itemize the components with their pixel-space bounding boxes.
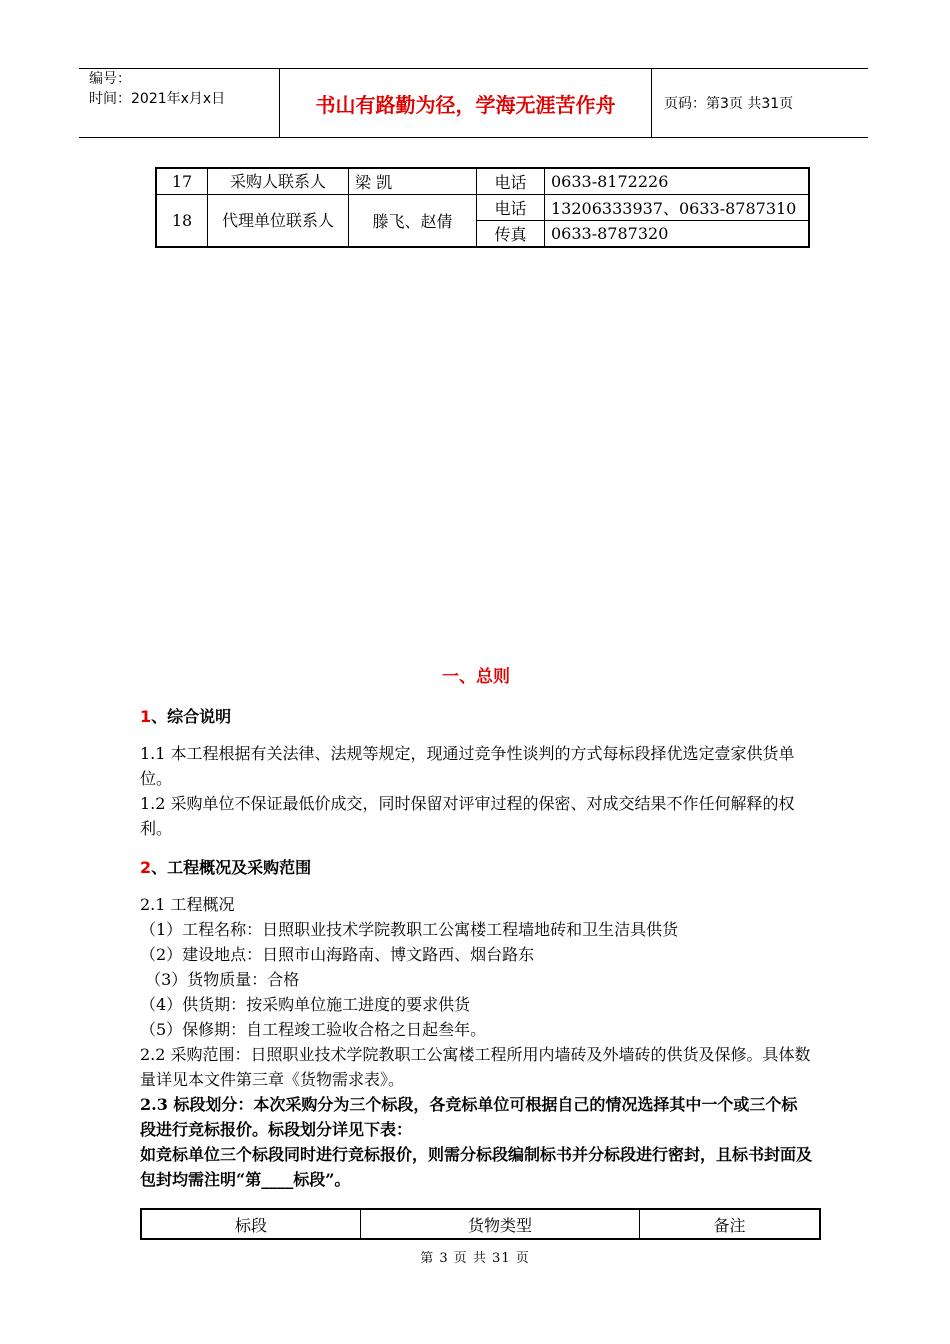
contact-name: 滕飞、赵倩 <box>349 195 477 248</box>
table-header-row <box>141 1209 820 1239</box>
column-header: 货物类型 <box>361 1209 640 1239</box>
page-footer: 第 3 页 共 31 页 <box>420 1251 530 1266</box>
section-title: 、工程概况及采购范围 <box>151 858 312 877</box>
chapter-title: 一、总则 <box>442 667 510 687</box>
document-number-label: 编号： <box>89 71 131 87</box>
table-row <box>156 195 809 221</box>
page-header <box>79 68 868 138</box>
column-header: 备注 <box>640 1209 821 1239</box>
contact-role: 采购人联系人 <box>208 168 349 195</box>
paragraph: （5）保修期：自工程竣工验收合格之日起叁年。 <box>140 1020 487 1039</box>
contact-type: 电话 <box>477 168 545 195</box>
paragraph-bold: 2.3 标段划分：本次采购分为三个标段，各竞标单位可根据自己的情况选择其中一个或三个标段进行竞标报价。标段划分详见下表： <box>140 1095 798 1139</box>
column-header: 标段 <box>141 1209 361 1239</box>
main-content <box>140 665 812 1192</box>
contact-value: 13206333937、0633-8787310 <box>545 195 810 221</box>
section-heading <box>140 855 812 880</box>
paragraph-bold: 如竞标单位三个标段同时进行竞标报价，则需分标段编制标书并分标段进行密封，且标书封面及包封均需注明“第____标段”。 <box>140 1145 813 1189</box>
contact-role: 代理单位联系人 <box>208 195 349 248</box>
section-title: 、综合说明 <box>151 707 232 726</box>
contact-type: 电话 <box>477 195 545 221</box>
paragraph: 1.1 本工程根据有关法律、法规等规定，现通过竞争性谈判的方式每标段择优选定壹家供货单位。 <box>140 744 795 788</box>
paragraph: （2）建设地点：日照市山海路南、博文路西、烟台路东 <box>140 945 535 964</box>
section-number: 1 <box>140 707 152 726</box>
contact-value: 0633-8787320 <box>545 221 810 248</box>
section-number: 2 <box>140 858 152 877</box>
contact-type: 传真 <box>477 221 545 248</box>
paragraph: 2.1 工程概况 <box>140 895 235 914</box>
header-page-info: 页码：第3页 共31页 <box>664 96 794 112</box>
contact-table <box>155 167 810 248</box>
paragraph: 1.2 采购单位不保证最低价成交，同时保留对评审过程的保密、对成交结果不作任何解释的权利。 <box>140 794 795 838</box>
table-row <box>156 168 809 195</box>
paragraph: （3）货物质量：合格 <box>140 970 300 989</box>
document-date: 时间：2021年x月x日 <box>89 91 226 107</box>
row-number: 18 <box>156 195 208 248</box>
contact-value: 0633-8172226 <box>545 168 810 195</box>
contact-name: 梁 凯 <box>349 168 477 195</box>
header-motto: 书山有路勤为径，学海无涯苦作舟 <box>280 69 652 137</box>
row-number: 17 <box>156 168 208 195</box>
paragraph: 2.2 采购范围：日照职业技术学院教职工公寓楼工程所用内墙砖及外墙砖的供货及保修。具体数量详见本文件第三章《货物需求表》。 <box>140 1045 811 1089</box>
header-left-cell <box>79 69 280 137</box>
paragraph: （1）工程名称：日照职业技术学院教职工公寓楼工程墙地砖和卫生洁具供货 <box>140 920 679 939</box>
lots-table <box>140 1208 821 1240</box>
paragraph: （4）供货期：按采购单位施工进度的要求供货 <box>140 995 471 1014</box>
section-heading <box>140 704 812 729</box>
